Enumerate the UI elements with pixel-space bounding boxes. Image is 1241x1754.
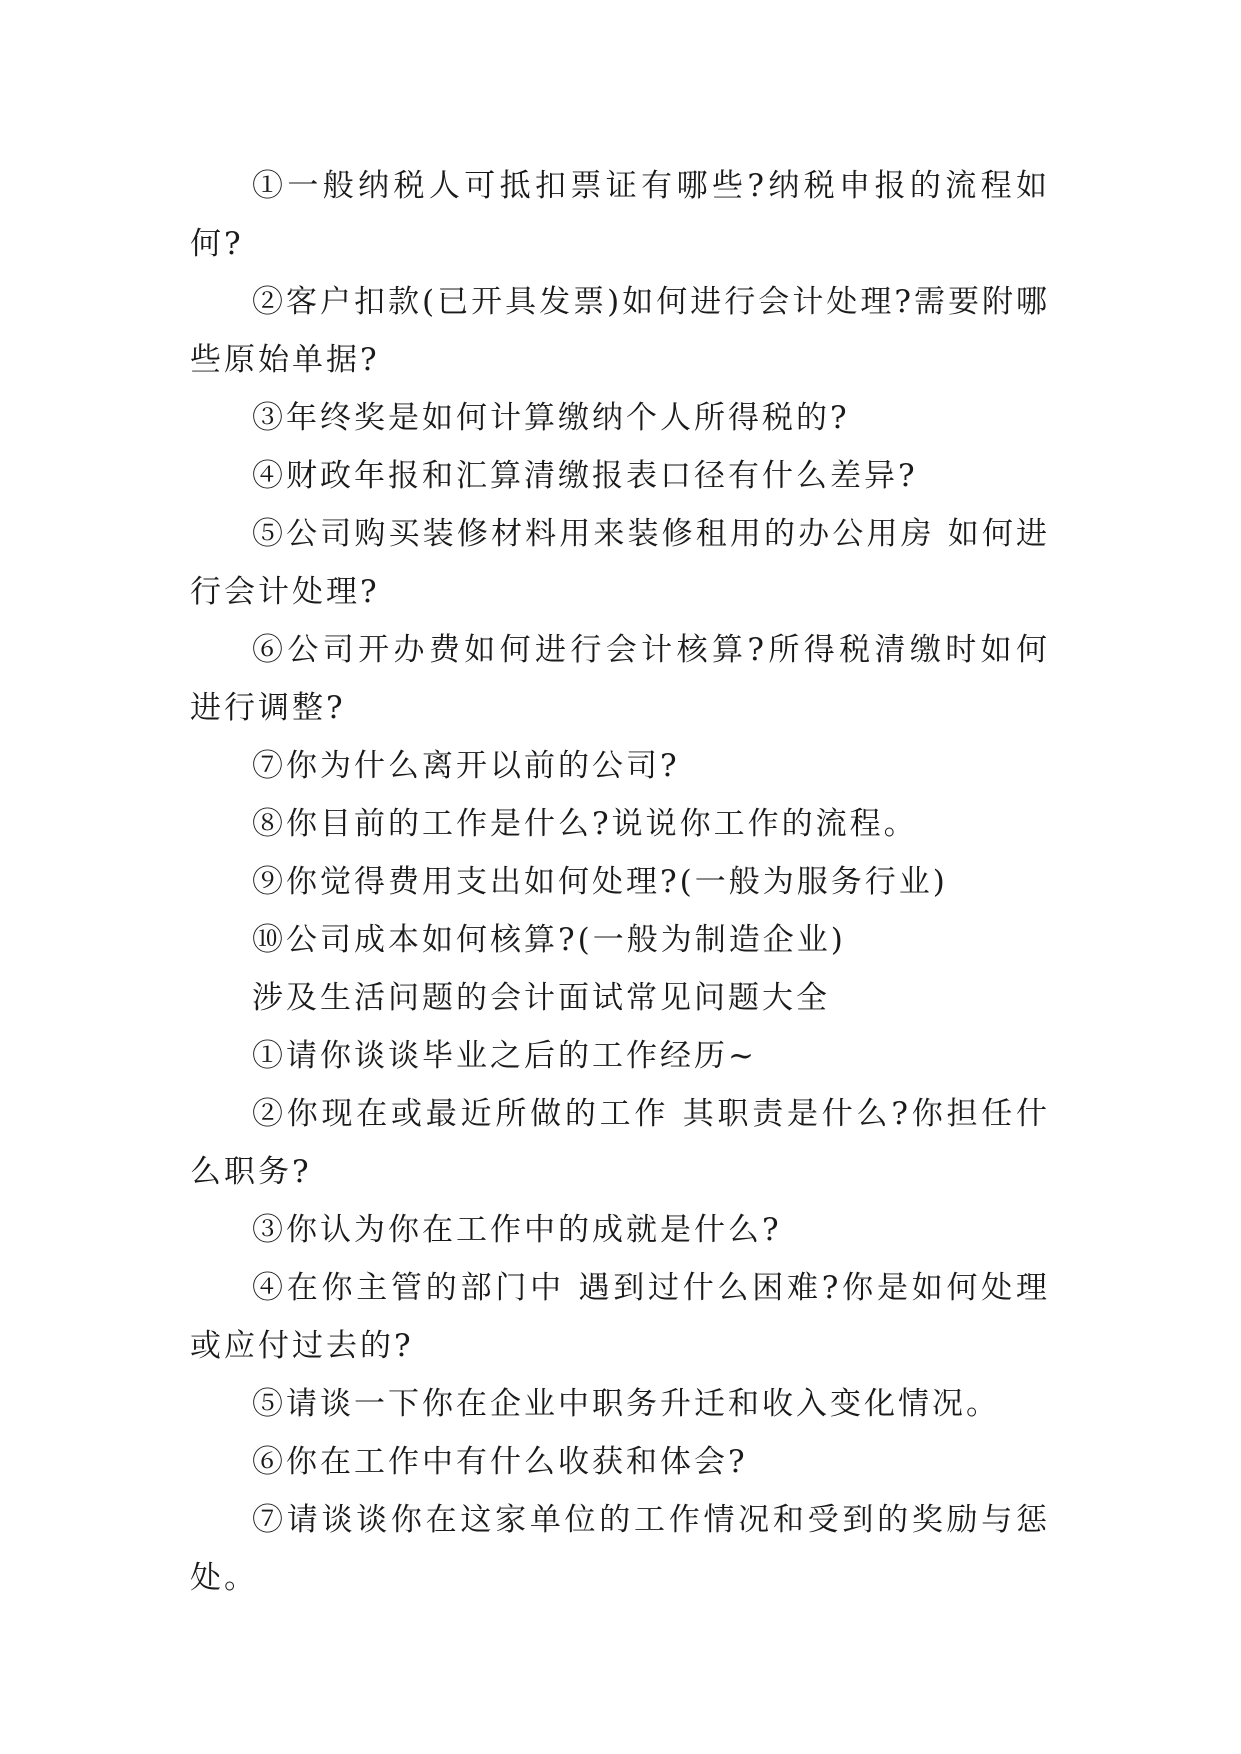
paragraph: ⑩公司成本如何核算?(一般为制造企业) xyxy=(252,922,846,958)
paragraph: ⑥公司开办费如何进行会计核算?所得税清缴时如何进行调整? xyxy=(190,632,1050,726)
paragraph: ④财政年报和汇算清缴报表口径有什么差异? xyxy=(252,458,918,494)
paragraph: ⑤公司购买装修材料用来装修租用的办公用房 如何进行会计处理? xyxy=(190,516,1050,610)
paragraph: ③你认为你在工作中的成就是什么? xyxy=(252,1212,782,1248)
paragraph: ⑤请谈一下你在企业中职务升迁和收入变化情况。 xyxy=(252,1386,1000,1422)
paragraph: ③年终奖是如何计算缴纳个人所得税的? xyxy=(252,400,850,436)
paragraph: ①请你谈谈毕业之后的工作经历~ xyxy=(252,1038,757,1074)
paragraph: ⑨你觉得费用支出如何处理?(一般为服务行业) xyxy=(252,864,948,900)
paragraph: ⑧你目前的工作是什么?说说你工作的流程。 xyxy=(252,806,918,842)
paragraph: ①一般纳税人可抵扣票证有哪些?纳税申报的流程如何? xyxy=(190,168,1050,262)
document-body xyxy=(190,157,1050,1607)
section-heading: 涉及生活问题的会计面试常见问题大全 xyxy=(252,980,830,1016)
paragraph: ⑦请谈谈你在这家单位的工作情况和受到的奖励与惩处。 xyxy=(190,1502,1050,1596)
paragraph: ⑦你为什么离开以前的公司? xyxy=(252,748,680,784)
paragraph: ⑥你在工作中有什么收获和体会? xyxy=(252,1444,748,1480)
paragraph: ②客户扣款(已开具发票)如何进行会计处理?需要附哪些原始单据? xyxy=(190,284,1050,378)
paragraph: ②你现在或最近所做的工作 其职责是什么?你担任什么职务? xyxy=(190,1096,1050,1190)
paragraph: ④在你主管的部门中 遇到过什么困难?你是如何处理或应付过去的? xyxy=(190,1270,1050,1364)
